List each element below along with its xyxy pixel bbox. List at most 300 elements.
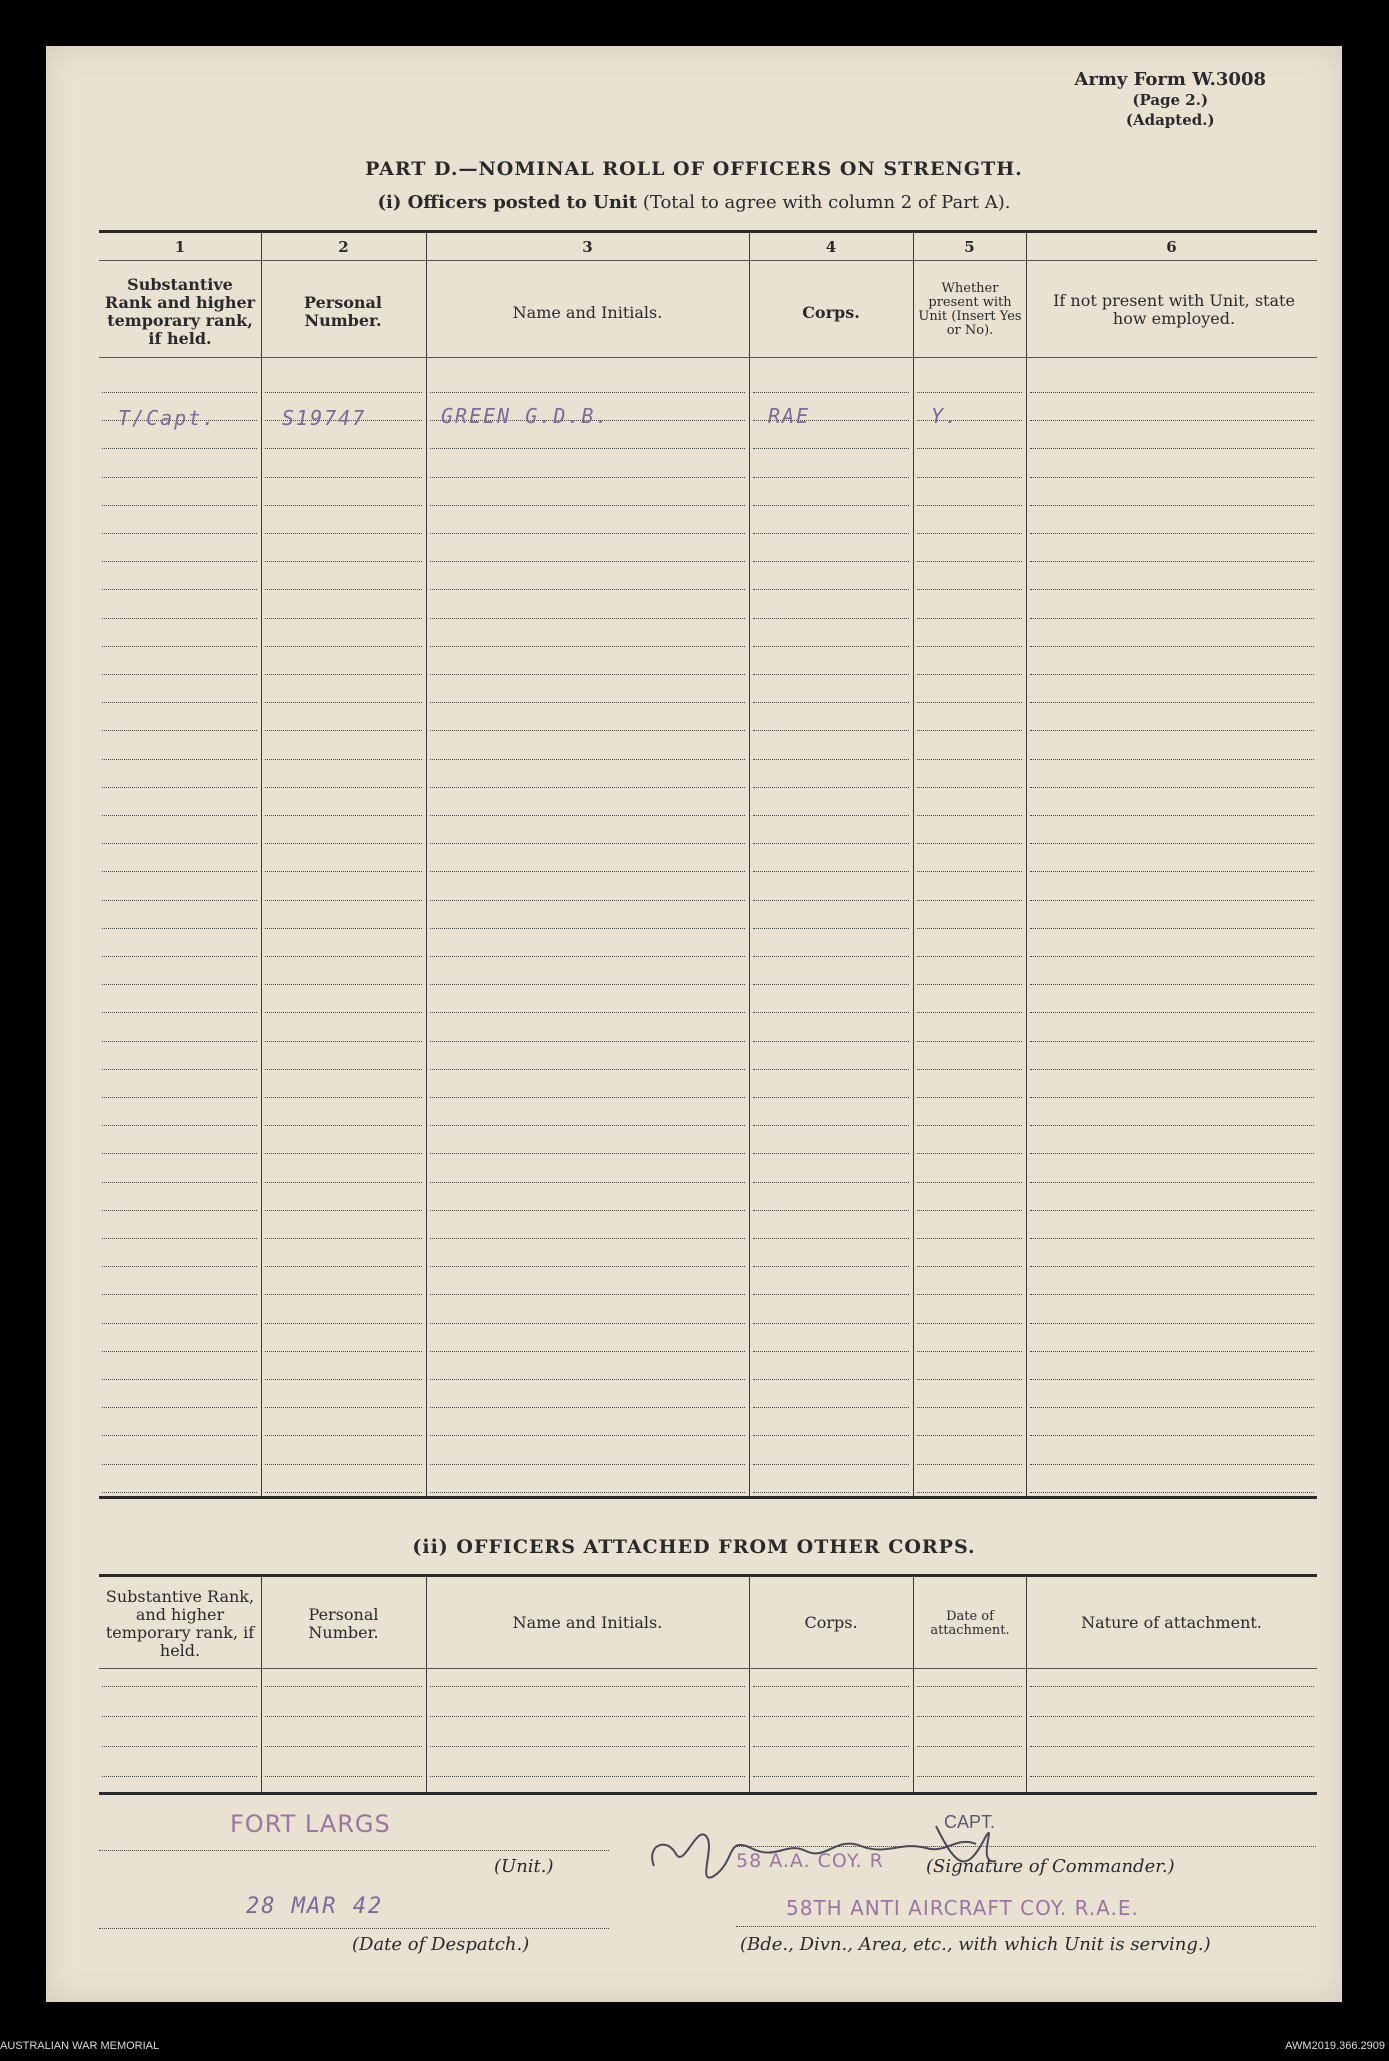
ruled-line [102,843,257,844]
col-number-4: 4 [825,238,837,256]
ruled-line [265,1323,422,1324]
ruled-line [265,1153,422,1154]
ruled-line [430,1686,745,1687]
ruled-line [430,589,745,590]
ruled-line [917,1097,1022,1098]
ruled-line [1030,1012,1314,1013]
ruled-line [753,505,909,506]
ruled-line [265,900,422,901]
ruled-line [1030,1182,1314,1183]
ruled-line [917,984,1022,985]
ruled-line [430,702,745,703]
table2-top-rule [99,1574,1317,1577]
ruled-line [430,956,745,957]
ruled-line [1030,392,1314,393]
ruled-line [917,871,1022,872]
table-bottom-rule [99,1496,1317,1499]
ruled-line [102,646,257,647]
ruled-line [102,505,257,506]
ruled-line [917,1746,1022,1747]
ruled-line [753,1238,909,1239]
ruled-line [753,730,909,731]
ruled-line [917,787,1022,788]
ruled-line [102,759,257,760]
ruled-line [1030,1097,1314,1098]
ruled-line [753,787,909,788]
col-divider [913,233,914,1496]
col-divider [1026,233,1027,1496]
ruled-line [917,1351,1022,1352]
ruled-line [1030,1323,1314,1324]
archive-label: AUSTRALIAN WAR MEMORIAL [0,2040,160,2052]
capt-text: CAPT. [944,1812,996,1832]
ruled-line [917,618,1022,619]
ruled-line [102,1776,257,1777]
form-page-number: (Page 2.) [1132,91,1209,109]
header2-corps: Corps. [804,1613,858,1632]
ruled-line [102,1069,257,1070]
form-page [46,46,1342,2002]
ruled-line [917,533,1022,534]
ruled-line [753,1069,909,1070]
bde-caption: (Bde., Divn., Area, etc., with which Unit is serving.) [740,1934,1211,1955]
ruled-line [102,1294,257,1295]
ruled-line [753,956,909,957]
ruled-line [1030,900,1314,901]
ruled-line [102,561,257,562]
col-number-1: 1 [174,238,186,256]
ruled-line [265,1716,422,1717]
ruled-line [917,392,1022,393]
ruled-line [102,1238,257,1239]
ruled-line [1030,1716,1314,1717]
ruled-line [430,1746,745,1747]
col-number-6: 6 [1166,238,1177,256]
ruled-line [1030,1153,1314,1154]
ruled-line [1030,1407,1314,1408]
ruled-line [753,1210,909,1211]
ruled-line [1030,646,1314,647]
ruled-line [753,1351,909,1352]
despatch-date: 28 MAR 42 [246,1894,384,1919]
ruled-line [430,1351,745,1352]
entry-rank: T/Capt. [118,406,217,430]
form-number-block [1074,70,1266,130]
signature-caption: (Signature of Commander.) [926,1856,1175,1877]
ruled-line [1030,1210,1314,1211]
header2-personal-number: Personal Number. [308,1605,379,1642]
ruled-line [753,646,909,647]
archive-id: AWM2019.366.2909 [1285,2040,1385,2052]
ruled-line [430,1266,745,1267]
ruled-line [753,759,909,760]
ruled-line [753,900,909,901]
entry-corps: RAE [768,404,811,428]
ruled-line [430,1012,745,1013]
ruled-line [917,505,1022,506]
ruled-line [430,1125,745,1126]
unit-stamp: FORT LARGS [230,1810,391,1838]
ruled-line [753,1125,909,1126]
ruled-line [265,815,422,816]
ruled-line [102,1012,257,1013]
ruled-line [430,759,745,760]
ruled-line [102,1492,257,1493]
ruled-line [917,1686,1022,1687]
ruled-line [102,589,257,590]
ruled-line [753,702,909,703]
ruled-line [265,1294,422,1295]
header-bottom-rule [99,357,1317,358]
col-divider [1026,1577,1027,1792]
ruled-line [917,674,1022,675]
ruled-line [265,392,422,393]
ruled-line [1030,1069,1314,1070]
ruled-line [753,1294,909,1295]
ruled-line [917,1125,1022,1126]
ruled-line [102,674,257,675]
ruled-line [430,392,745,393]
ruled-line [917,1294,1022,1295]
header-name: Name and Initials. [512,303,663,322]
ruled-line [265,674,422,675]
ruled-line [102,1435,257,1436]
ruled-line [1030,730,1314,731]
ruled-line [430,900,745,901]
ruled-line [265,984,422,985]
ruled-line [102,1210,257,1211]
ruled-line [753,1041,909,1042]
subtitle-rest: (Total to agree with column 2 of Part A). [642,192,1011,213]
ruled-line [1030,984,1314,985]
ruled-line [265,702,422,703]
ruled-line [753,1097,909,1098]
col-divider [261,233,262,1496]
ruled-line [1030,759,1314,760]
ruled-line [430,1323,745,1324]
ruled-line [102,618,257,619]
ruled-line [1030,1379,1314,1380]
ruled-line [102,1097,257,1098]
ruled-line [265,759,422,760]
ruled-line [753,1323,909,1324]
ruled-line [917,646,1022,647]
ruled-line [102,956,257,957]
ruled-line [430,1379,745,1380]
ruled-line [1030,618,1314,619]
ruled-line [265,1464,422,1465]
ruled-line [1030,1464,1314,1465]
ruled-line [917,1238,1022,1239]
ruled-line [753,1266,909,1267]
ruled-line [430,533,745,534]
table2-bottom-rule [99,1792,1317,1795]
header-present: Whether present with Unit (Insert Yes or No). [918,281,1022,338]
col-number-2: 2 [338,238,349,256]
ruled-line [102,1379,257,1380]
ruled-line [1030,928,1314,929]
ruled-line [753,589,909,590]
header2-rank: Substantive Rank, and higher temporary rank, if held. [105,1587,255,1660]
ruled-line [102,730,257,731]
ruled-line [917,1407,1022,1408]
ruled-line [917,1210,1022,1211]
header-number-rule [99,260,1317,261]
ruled-line [265,730,422,731]
ruled-line [265,956,422,957]
ruled-line [1030,1266,1314,1267]
header2-date-attachment: Date of attachment. [930,1609,1010,1638]
ruled-line [430,1294,745,1295]
ruled-line [430,928,745,929]
ruled-line [102,392,257,393]
ruled-line [430,1041,745,1042]
ruled-line [1030,787,1314,788]
ruled-line [430,1069,745,1070]
ruled-line [1030,1776,1314,1777]
ruled-line [430,815,745,816]
ruled-line [1030,561,1314,562]
entry-personal-number: S19747 [282,406,367,430]
ruled-line [430,1407,745,1408]
header2-nature: Nature of attachment. [1081,1613,1262,1632]
ruled-line [1030,420,1314,421]
ruled-line [430,1097,745,1098]
ruled-line [102,448,257,449]
ruled-line [917,730,1022,731]
ruled-line [430,871,745,872]
ruled-line [917,1153,1022,1154]
entry-name: GREEN G.D.B. [441,404,610,428]
form-adapted: (Adapted.) [1125,111,1215,129]
col-number-5: 5 [964,238,975,256]
form-number: Army Form W.3008 [1074,69,1266,90]
ruled-line [753,1716,909,1717]
ruled-line [430,1210,745,1211]
ruled-line [430,730,745,731]
ruled-line [102,1266,257,1267]
ruled-line [430,1435,745,1436]
ruled-line [1030,505,1314,506]
ruled-line [102,1041,257,1042]
ruled-line [430,674,745,675]
ruled-line [753,1776,909,1777]
ruled-line [265,1069,422,1070]
ruled-line [917,1012,1022,1013]
ruled-line [265,1379,422,1380]
ruled-line [265,533,422,534]
ruled-line [1030,448,1314,449]
ruled-line [753,1746,909,1747]
ruled-line [430,1153,745,1154]
ruled-line [917,1776,1022,1777]
ruled-line [753,392,909,393]
ruled-line [1030,871,1314,872]
ruled-line [753,1464,909,1465]
ruled-line [102,1182,257,1183]
ruled-line [102,928,257,929]
signature-line [736,1846,1316,1847]
ruled-line [917,561,1022,562]
ruled-line [102,1716,257,1717]
ruled-line [1030,1041,1314,1042]
col-divider [913,1577,914,1792]
bde-line [736,1926,1316,1927]
ruled-line [102,1746,257,1747]
ruled-line [917,1435,1022,1436]
ruled-line [917,956,1022,957]
ruled-line [753,561,909,562]
ruled-line [265,1746,422,1747]
header-how-employed: If not present with Unit, state how employed. [1053,291,1295,328]
ruled-line [753,1182,909,1183]
ruled-line [102,1686,257,1687]
ruled-line [265,871,422,872]
entry-present: Y. [931,404,960,428]
ruled-line [430,477,745,478]
ruled-line [917,589,1022,590]
ruled-line [265,618,422,619]
ruled-line [917,1069,1022,1070]
ruled-line [102,1153,257,1154]
ruled-line [430,1492,745,1493]
ruled-line [1030,1294,1314,1295]
ruled-line [265,1012,422,1013]
ruled-line [430,787,745,788]
ruled-line [917,815,1022,816]
ruled-line [1030,1351,1314,1352]
ruled-line [265,646,422,647]
ruled-line [102,702,257,703]
ruled-line [430,505,745,506]
ruled-line [753,843,909,844]
unit-caption: (Unit.) [494,1856,554,1877]
ruled-line [753,1012,909,1013]
ruled-line [917,1182,1022,1183]
coy-stamp: 58 A.A. COY. R [736,1850,884,1872]
ruled-line [917,928,1022,929]
ruled-line [430,1464,745,1465]
ruled-line [265,561,422,562]
ruled-line [102,900,257,901]
ruled-line [265,843,422,844]
ruled-line [102,477,257,478]
ruled-line [1030,1238,1314,1239]
col-divider [749,1577,750,1792]
ruled-line [265,1097,422,1098]
ruled-line [265,1492,422,1493]
ruled-line [917,1492,1022,1493]
ruled-line [102,984,257,985]
ruled-line [1030,1492,1314,1493]
ruled-line [430,843,745,844]
ruled-line [265,1435,422,1436]
ruled-line [430,1238,745,1239]
header2-bottom-rule [99,1668,1317,1669]
header2-name: Name and Initials. [512,1613,663,1632]
ruled-line [430,984,745,985]
ruled-line [1030,815,1314,816]
ruled-line [917,900,1022,901]
ruled-line [1030,702,1314,703]
ruled-line [102,787,257,788]
ruled-line [102,871,257,872]
ruled-line [430,448,745,449]
ruled-line [1030,1746,1314,1747]
ruled-line [265,787,422,788]
ruled-line [753,984,909,985]
bde-stamp: 58TH ANTI AIRCRAFT COY. R.A.E. [786,1896,1139,1920]
ruled-line [917,1464,1022,1465]
ruled-line [102,1323,257,1324]
header-rank: Substantive Rank and higher temporary rank, if held. [104,275,256,348]
ruled-line [1030,1435,1314,1436]
ruled-line [753,1686,909,1687]
ruled-line [917,759,1022,760]
ruled-line [430,646,745,647]
col-divider [426,1577,427,1792]
ruled-line [265,1182,422,1183]
ruled-line [753,533,909,534]
ruled-line [102,815,257,816]
col-divider [749,233,750,1496]
ruled-line [102,1464,257,1465]
ruled-line [265,1125,422,1126]
ruled-line [753,448,909,449]
ruled-line [102,533,257,534]
ruled-line [1030,589,1314,590]
ruled-line [265,1776,422,1777]
ruled-line [430,1716,745,1717]
part-d-subtitle [46,192,1342,213]
ruled-line [102,1407,257,1408]
ruled-line [102,1125,257,1126]
ruled-line [917,448,1022,449]
ruled-line [917,1716,1022,1717]
ruled-line [265,1351,422,1352]
ruled-line [1030,1125,1314,1126]
ruled-line [1030,477,1314,478]
ruled-line [430,618,745,619]
ruled-line [917,843,1022,844]
ruled-line [917,1266,1022,1267]
header-personal-number: Personal Number. [304,293,382,330]
ruled-line [1030,843,1314,844]
col-number-3: 3 [582,238,593,256]
ruled-line [265,1041,422,1042]
ruled-line [917,1379,1022,1380]
ruled-line [265,928,422,929]
ruled-line [265,1210,422,1211]
ruled-line [753,928,909,929]
col-divider [261,1577,262,1792]
ruled-line [102,1351,257,1352]
ruled-line [753,674,909,675]
ruled-line [430,561,745,562]
ruled-line [917,1323,1022,1324]
ruled-line [753,1407,909,1408]
ruled-line [1030,533,1314,534]
ruled-line [1030,1686,1314,1687]
table-top-rule [99,230,1317,233]
ruled-line [265,448,422,449]
date-line [99,1928,609,1929]
ruled-line [917,702,1022,703]
ruled-line [265,477,422,478]
ruled-line [753,1435,909,1436]
ruled-line [1030,956,1314,957]
unit-line [99,1850,609,1851]
